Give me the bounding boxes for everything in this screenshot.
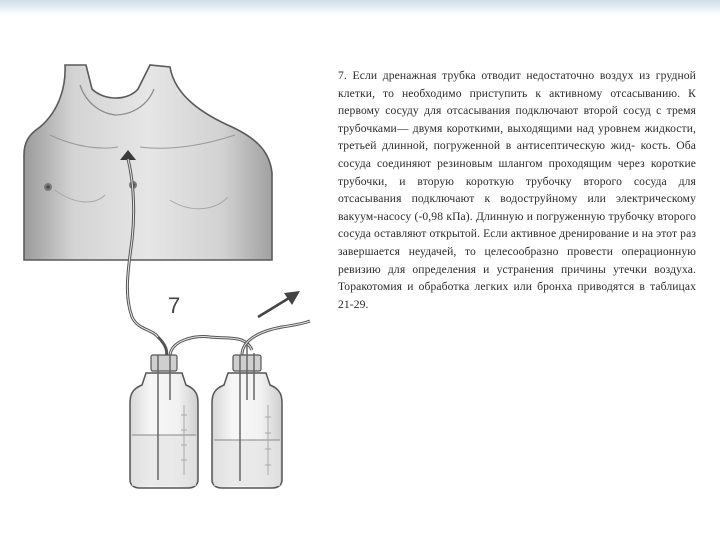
paragraph: 7. Если дренажная трубка отводит недостаточно воздух из грудной клетки, то необходимо приступить к активному отсасыванию. К первому сосуду для отсасывания подключают второй сосуд с тремя трубочками— двумя короткими, выходящими над уровнем жидкости, третьей длинной, погруженной в антисептическую жид- кость. Оба сосуда соединяют резиновым шлангом проходящим через короткие трубочки, и вторую короткую трубочку второго сосуда для отсасывания подключают к водоструйному или электрическому вакуум-насосу (-0,98 кПа). Длинную и погруженную трубочку второго сосуда оставляют открытой. Если активное дренирование и на этот раз завершается неудачей, то целесообразно провести операционную ревизию для определения и устранения причины утечки воздуха. Торакотомия и обработка легких или бронха приводятся в таблицах 21-29. [338, 69, 696, 311]
drainage-diagram [20, 55, 320, 490]
suction-bottle-2 [212, 345, 282, 488]
body-text [338, 67, 696, 313]
arrow-icon [258, 291, 300, 317]
figure-label: 7 [168, 293, 181, 318]
drainage-illustration [20, 55, 320, 490]
suction-bottle-1 [130, 355, 198, 488]
torso-drawing [24, 65, 272, 260]
header-band [0, 0, 720, 12]
